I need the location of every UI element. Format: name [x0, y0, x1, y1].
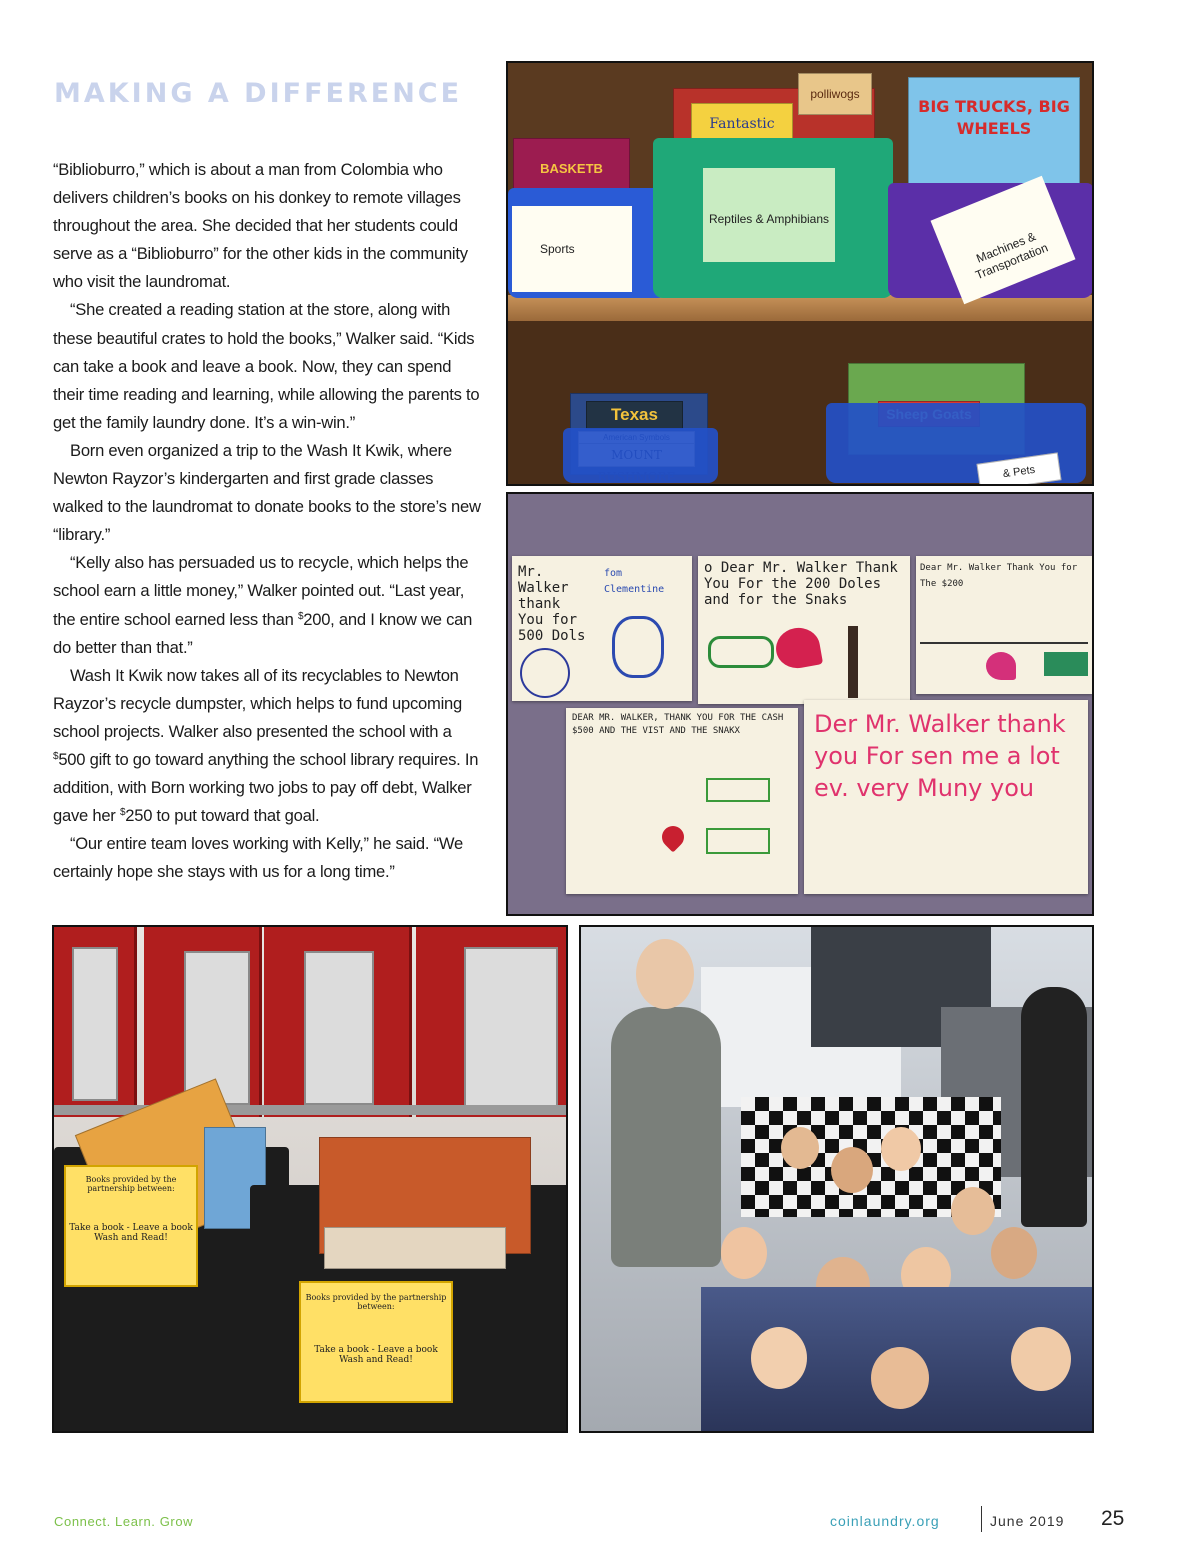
paragraph: “She created a reading station at the store, along with these beautiful crates to hold the books,” Walker said. “Kids can take a book and leave a book. Now, they can spend their time reading and learning, while allowing the parents to get the family laundry done. It’s a win-win.”	[53, 300, 480, 432]
child	[781, 1127, 819, 1169]
paragraph	[53, 549, 485, 661]
bin-green	[653, 138, 893, 298]
card	[698, 556, 910, 704]
child	[831, 1147, 873, 1193]
tree-drawing	[848, 626, 858, 698]
crate-sign	[64, 1165, 198, 1287]
adult-standing	[1021, 987, 1087, 1227]
book-basketball: BASKETB	[513, 138, 630, 210]
page-number: 25	[1101, 1507, 1125, 1530]
paragraph: Born even organized a trip to the Wash It Kwik, where Newton Rayzor’s kindergarten and first grade classes walked to the laundromat to donate books to the store’s new “library.”	[53, 440, 481, 545]
bin-purple	[888, 183, 1093, 298]
dollar-superscript: $	[53, 750, 59, 762]
book-pets: & Pets	[976, 452, 1061, 486]
child	[881, 1127, 921, 1171]
footer-date: June 2019	[990, 1513, 1065, 1529]
paragraph-text: “Kelly also has persuaded us to recycle, which helps the school earn a little money,” Walker pointed out. “Last year, the entire school earned less than	[53, 553, 469, 629]
sign-header: Books provided by the partnership between:	[305, 1293, 447, 1311]
machine-panel	[304, 951, 374, 1105]
spiral-drawing	[520, 648, 570, 698]
footer-divider	[981, 1506, 982, 1532]
paragraph	[53, 662, 485, 831]
bin-blue	[508, 188, 668, 298]
vending-machine	[416, 927, 568, 1117]
card	[566, 708, 798, 894]
machine-panel	[72, 947, 118, 1101]
child	[991, 1227, 1037, 1279]
heart-drawing	[986, 652, 1016, 680]
paragraph: “Our entire team loves working with Kelly,” he said. “We certainly hope she stays with us for a long time.”	[53, 834, 464, 882]
line-drawing	[920, 642, 1088, 644]
photo-kids-laundromat	[579, 925, 1094, 1433]
photo-book-shelf	[506, 61, 1094, 486]
dollar-superscript: $	[297, 610, 304, 622]
child	[751, 1327, 807, 1389]
money-drawing	[1044, 652, 1088, 676]
vending-machine	[54, 927, 137, 1117]
crate-sign	[299, 1281, 453, 1403]
card-text: o Dear Mr. Walker Thank You For the 200 Doles and for the Snaks	[704, 560, 898, 608]
vending-machine	[264, 927, 412, 1117]
child	[871, 1347, 929, 1409]
article-body	[53, 156, 485, 886]
photo-thank-you-cards	[506, 492, 1094, 916]
book-fantastic: Fantastic	[691, 103, 793, 150]
paragraph-text: 200, and I know we can do better than that.”	[53, 609, 473, 657]
footer-tagline: Connect. Learn. Grow	[54, 1514, 194, 1529]
card-text: Der Mr. Walker thank you For sen me a lot ev. very Muny you	[814, 710, 1066, 802]
teacher-head	[636, 939, 694, 1009]
shelf-board	[508, 295, 1092, 321]
sign-body: Take a book - Leave a book Wash and Read!	[314, 1345, 438, 1365]
card	[512, 556, 692, 701]
paragraph-text: 500 gift to go toward anything the school library requires. In addition, with Born working two jobs to pay off debt, Walker gave her	[53, 749, 479, 826]
card-text: fom Clementine	[604, 568, 665, 595]
machine-panel	[464, 947, 558, 1111]
book-polliwogs: polliwogs	[798, 73, 872, 115]
book-big-trucks: BIG TRUCKS, BIG WHEELS	[908, 77, 1080, 187]
book-texas: Texas	[586, 401, 683, 429]
child	[1011, 1327, 1071, 1391]
teacher	[611, 1007, 721, 1267]
cat-drawing	[612, 616, 664, 678]
card-text: Mr. Walker thank You for 500 Dols	[518, 564, 586, 644]
child	[951, 1187, 995, 1235]
sign-header: Books provided by the partnership between:	[85, 1175, 177, 1193]
paragraph-text: 250 to put toward that goal.	[125, 806, 320, 826]
bin-label-sports: Sports	[512, 206, 632, 292]
paragraph-text: Wash It Kwik now takes all of its recyclables to Newton Rayzor’s recycle dumpster, which helps to fund upcoming school projects. Walker also presented the school with a	[53, 665, 462, 741]
sign-body: Take a book - Leave a book Wash and Read!	[69, 1223, 193, 1243]
section-title: MAKING A DIFFERENCE	[54, 78, 463, 109]
money-drawing	[706, 778, 770, 802]
dollar-superscript: $	[119, 807, 126, 819]
card-text: Dear Mr. Walker Thank You for The $200	[920, 563, 1078, 589]
card	[804, 700, 1088, 894]
bin-label-reptiles: Reptiles & Amphibians	[703, 168, 835, 262]
heart-drawing	[657, 821, 688, 852]
book	[324, 1227, 506, 1269]
paragraph: “Biblioburro,” which is about a man from Colombia who delivers children’s books on his donkey to remote villages throughout the area. She decided that her students could serve as a “Biblioburro” for the other kids in the community who visit the laundromat.	[53, 160, 468, 292]
card	[916, 556, 1092, 694]
money-drawing	[706, 828, 770, 854]
bin-blue-small	[563, 428, 718, 483]
cloud-drawing	[708, 636, 774, 668]
photo-book-crates	[52, 925, 568, 1433]
footer-site: coinlaundry.org	[830, 1513, 940, 1529]
child	[721, 1227, 767, 1279]
bin-label-machines: Machines & Transportation	[931, 176, 1076, 304]
card-text: DEAR MR. WALKER, THANK YOU FOR THE CASH $500 AND THE VIST AND THE SNAKX	[572, 713, 784, 736]
heart-drawing	[773, 624, 823, 671]
